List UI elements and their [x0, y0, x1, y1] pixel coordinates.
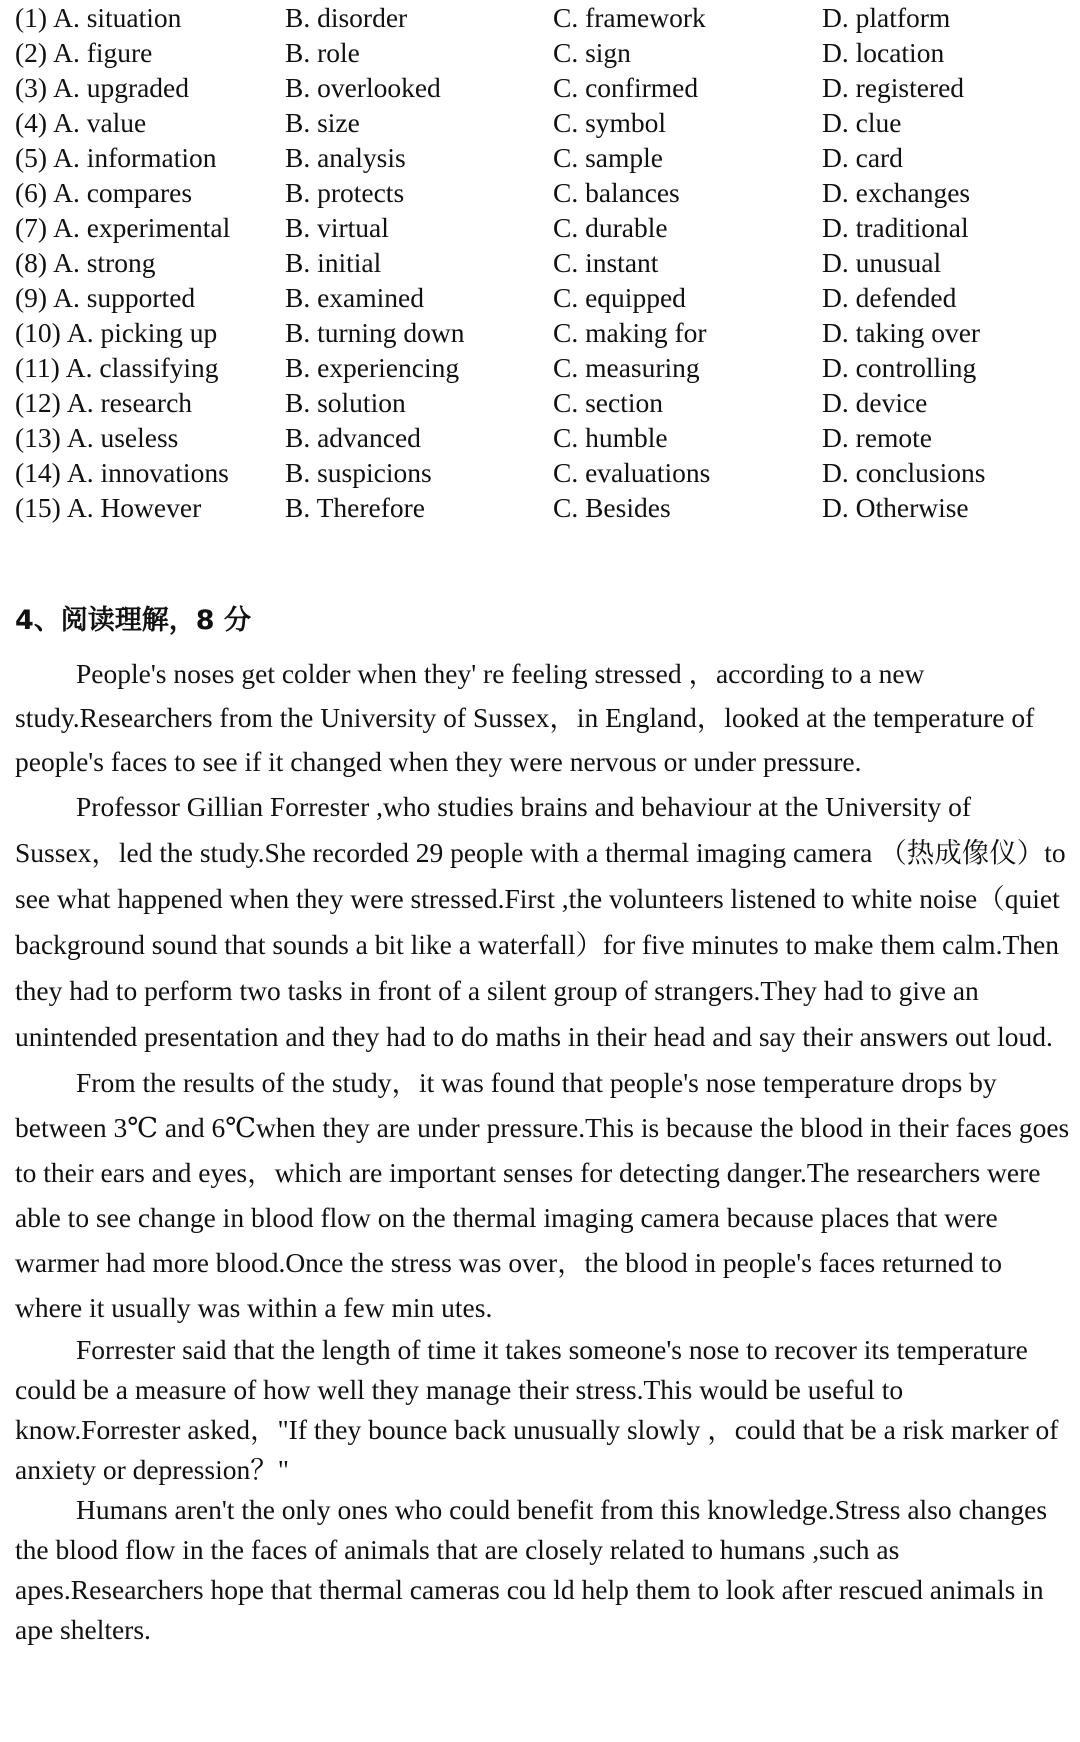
options-table — [15, 0, 1065, 525]
option-a — [15, 245, 155, 281]
option-a-text: A. innovations — [66, 457, 229, 488]
option-row — [15, 70, 1065, 105]
passage-paragraph-3: From the results of the study，it was found that people's nose temperature drops by between 3℃ and 6℃when they are under pressure.This is because the blood in their faces goes to their ears and eyes，which are important senses for detecting danger.The researchers were able to see change in blood flow on the thermal imaging camera because places that were warmer had more blood.Once the stress was over，the blood in people's faces returned to where it usually was within a few min utes. — [15, 1067, 1070, 1323]
option-row — [15, 280, 1065, 315]
option-a — [15, 0, 181, 36]
option-b: B. disorder — [285, 2, 408, 33]
option-a — [15, 315, 217, 351]
option-a — [15, 490, 201, 526]
option-c: C. balances — [553, 177, 680, 208]
option-c: C. making for — [553, 317, 707, 348]
option-b: B. Therefore — [285, 492, 425, 523]
option-a-text: A. strong — [53, 247, 156, 278]
question-number: (14) — [15, 457, 61, 488]
option-b: B. solution — [285, 387, 406, 418]
option-d: D. exchanges — [822, 177, 971, 208]
option-c: C. sample — [553, 142, 663, 173]
option-row — [15, 385, 1065, 420]
option-b: B. virtual — [285, 212, 389, 243]
option-a-text: A. information — [53, 142, 217, 173]
passage-paragraph-5: Humans aren't the only ones who could benefit from this knowledge.Stress also changes the blood flow in the faces of animals that are closely related to humans ,such as apes.Researchers hope that thermal cameras cou ld help them to look after rescued animals in ape shelters. — [15, 1494, 1048, 1645]
option-d: D. traditional — [822, 212, 969, 243]
option-a — [15, 35, 152, 71]
option-c: C. instant — [553, 247, 659, 278]
option-d: D. card — [822, 142, 903, 173]
option-a — [15, 70, 189, 106]
option-a — [15, 140, 217, 176]
option-a-text: A. classifying — [65, 352, 219, 383]
option-a-text: A. figure — [53, 37, 153, 68]
question-number: (5) — [15, 142, 48, 173]
option-a-text: A. value — [53, 107, 147, 138]
option-a — [15, 385, 192, 421]
option-b: B. overlooked — [285, 72, 441, 103]
option-b: B. experiencing — [285, 352, 460, 383]
option-row — [15, 175, 1065, 210]
option-a-text: A. situation — [53, 2, 182, 33]
option-d: D. unusual — [822, 247, 942, 278]
option-a — [15, 280, 195, 316]
option-d: D. defended — [822, 282, 957, 313]
reading-passage — [15, 652, 1070, 1650]
question-number: (7) — [15, 212, 48, 243]
option-d: D. location — [822, 37, 945, 68]
option-a — [15, 210, 230, 246]
option-c: C. confirmed — [553, 72, 699, 103]
option-a — [15, 455, 229, 491]
option-d: D. platform — [822, 2, 951, 33]
option-a — [15, 350, 219, 386]
option-c: C. measuring — [553, 352, 700, 383]
option-b: B. initial — [285, 247, 382, 278]
option-b: B. advanced — [285, 422, 421, 453]
option-a-text: A. upgraded — [53, 72, 190, 103]
option-b: B. suspicions — [285, 457, 432, 488]
option-a-text: A. research — [66, 387, 193, 418]
question-number: (9) — [15, 282, 48, 313]
question-number: (4) — [15, 107, 48, 138]
option-d: D. Otherwise — [822, 492, 969, 523]
question-number: (15) — [15, 492, 61, 523]
option-d: D. device — [822, 387, 928, 418]
question-number: (10) — [15, 317, 61, 348]
option-row — [15, 245, 1065, 280]
option-row — [15, 0, 1065, 35]
option-b: B. size — [285, 107, 360, 138]
option-a — [15, 420, 178, 456]
option-d: D. clue — [822, 107, 902, 138]
option-a — [15, 105, 146, 141]
option-row — [15, 210, 1065, 245]
option-d: D. controlling — [822, 352, 977, 383]
question-number: (6) — [15, 177, 48, 208]
option-row — [15, 105, 1065, 140]
option-d: D. conclusions — [822, 457, 986, 488]
option-row — [15, 140, 1065, 175]
question-number: (13) — [15, 422, 61, 453]
question-number: (11) — [15, 352, 60, 383]
option-d: D. registered — [822, 72, 965, 103]
question-number: (12) — [15, 387, 61, 418]
option-b: B. role — [285, 37, 360, 68]
option-a-text: A. picking up — [66, 317, 218, 348]
option-row — [15, 455, 1065, 490]
option-row — [15, 420, 1065, 455]
option-c: C. evaluations — [553, 457, 711, 488]
option-a-text: A. useless — [66, 422, 179, 453]
passage-paragraph-1: People's noses get colder when they' re feeling stressed ，according to a new study.Researchers from the University of Sussex，in England，looked at the temperature of people's faces to see if it changed when they were nervous or under pressure. — [15, 658, 1035, 777]
option-d: D. taking over — [822, 317, 981, 348]
question-number: (2) — [15, 37, 48, 68]
option-a-text: A. However — [66, 492, 202, 523]
option-a-text: A. compares — [53, 177, 193, 208]
option-b: B. examined — [285, 282, 424, 313]
question-number: (8) — [15, 247, 48, 278]
option-a-text: A. experimental — [53, 212, 231, 243]
option-b: B. protects — [285, 177, 405, 208]
option-c: C. framework — [553, 2, 706, 33]
option-row — [15, 35, 1065, 70]
option-c: C. durable — [553, 212, 668, 243]
passage-paragraph-2: Professor Gillian Forrester ,who studies brains and behaviour at the University of Sussex，led the study.She recorded 29 people with a thermal imaging camera （热成像仪）to see what happened when they were stressed.First ,the volunteers listened to white noise（quiet background sound that sounds a bit like a waterfall）for five minutes to make them calm.Then they had to perform two tasks in front of a silent group of strangers.They had to give an unintended presentation and they had to do maths in their head and say their answers out loud. — [15, 791, 1066, 1052]
option-c: C. section — [553, 387, 663, 418]
option-row — [15, 490, 1065, 525]
option-a-text: A. supported — [53, 282, 196, 313]
question-number: (1) — [15, 2, 48, 33]
option-c: C. humble — [553, 422, 668, 453]
option-c: C. sign — [553, 37, 631, 68]
question-number: (3) — [15, 72, 48, 103]
option-c: C. Besides — [553, 492, 671, 523]
option-b: B. analysis — [285, 142, 406, 173]
option-c: C. equipped — [553, 282, 686, 313]
option-a — [15, 175, 192, 211]
option-row — [15, 350, 1065, 385]
option-d: D. remote — [822, 422, 932, 453]
option-c: C. symbol — [553, 107, 667, 138]
option-row — [15, 315, 1065, 350]
section-heading: 4、阅读理解，8 分 — [15, 605, 251, 636]
passage-paragraph-4: Forrester said that the length of time it takes someone's nose to recover its temperature could be a measure of how well they manage their stress.This would be useful to know.Forrester asked，"If they bounce back unusually slowly ，could that be a risk marker of anxiety or depression？" — [15, 1334, 1059, 1485]
option-b: B. turning down — [285, 317, 465, 348]
